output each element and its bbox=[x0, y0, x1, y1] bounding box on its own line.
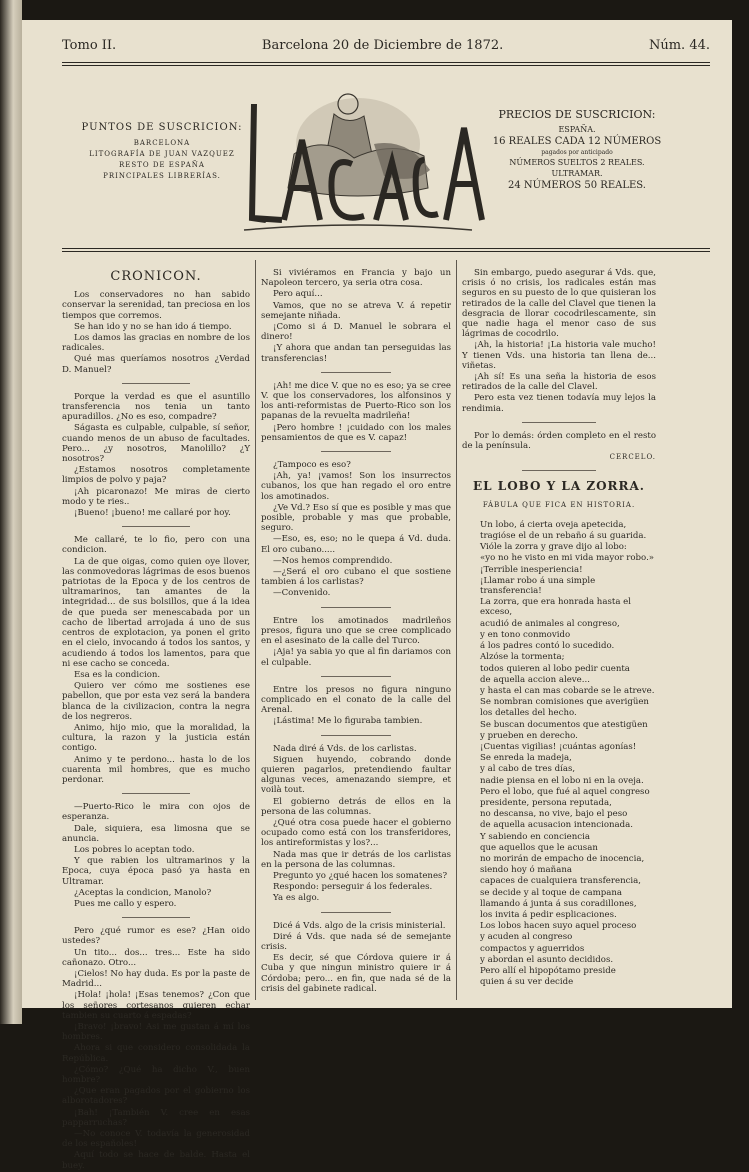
paragraph: Qué mas queríamos nosotros ¿Verdad D. Manuel? bbox=[62, 354, 250, 375]
column-rule bbox=[456, 260, 457, 1000]
poem-line: que aquellos que le acusan bbox=[480, 842, 598, 853]
paragraph: Esa es la condicion. bbox=[74, 669, 161, 680]
paragraph: ¡Pero hombre ! ¡cuidado con los males pensamientos de que es V. capaz! bbox=[261, 422, 451, 443]
poem-line: á los padres contó lo sucedido. bbox=[480, 641, 615, 652]
paragraph: ¡Ah, la historia! ¡La historia vale mucho! Y tienen Vds. una historia tan llena de... viñetas. bbox=[462, 340, 656, 371]
poem-line: y acuden al congreso bbox=[480, 932, 573, 943]
header-rule-2 bbox=[62, 65, 710, 66]
section-divider bbox=[321, 735, 391, 736]
paragraph: Pues me callo y espero. bbox=[74, 898, 177, 909]
paragraph: El gobierno detrás de ellos en la persona de las columnas. bbox=[261, 796, 451, 817]
paragraph: ¡Cielos! No hay duda. Es por la paste de Madrid... bbox=[62, 968, 250, 990]
precios-title: PRECIOS DE SUSCRICION: bbox=[498, 108, 656, 121]
paragraph: Vamos, que no se atreva V. á repetir semejante niñada. bbox=[261, 300, 451, 321]
precios-line: 24 NÚMEROS 50 REALES. bbox=[508, 180, 646, 191]
poem-line: Se buscan documentos que atestigüen bbox=[480, 719, 648, 730]
paragraph: Dicé á Vds. algo de la crisis ministerial. bbox=[273, 920, 446, 931]
puntos-title: PUNTOS DE SUSCRICION: bbox=[81, 122, 243, 133]
precios-line: 16 REALES CADA 12 NÚMEROS bbox=[492, 136, 662, 147]
paragraph: —Convenido. bbox=[273, 588, 331, 599]
paragraph: Siguen huyendo, cobrando donde quieren pagarlos, pretendiendo faultar algunas veces, amenazando siempre, et voilà tout. bbox=[261, 754, 451, 796]
paragraph: Me callaré, te lo fio, pero con una condicion. bbox=[62, 535, 250, 556]
paragraph: ¿Qué otra cosa puede hacer el gobierno ocupado como está con los transferidores, los antireformistas y los?... bbox=[261, 817, 451, 849]
paragraph: Animo, hijo mio, que la moralidad, la cultura, la razon y la justicia están contigo. bbox=[62, 722, 250, 754]
poem-line: los detalles del hecho. bbox=[480, 708, 577, 719]
paragraph: Animo y te perdono... hasta lo de los cuarenta mil hombres, que es mucho perdonar. bbox=[62, 754, 250, 785]
paragraph: Se han ido y no se han ido á tiempo. bbox=[74, 321, 232, 332]
precios-line: NÚMEROS SUELTOS 2 REALES. bbox=[509, 158, 645, 167]
poem-line: Vióle la zorra y grave dijo al lobo: bbox=[480, 542, 627, 553]
paragraph: Pero aquí... bbox=[273, 289, 323, 300]
paragraph: Y que rabien los ultramarinos y la Epoca, cuya época pasó ya hasta en Ultramar. bbox=[62, 856, 250, 887]
section-divider bbox=[122, 383, 190, 384]
poem-line: ¡Llamar robo á una simple transferencia! bbox=[480, 575, 596, 597]
column-3 bbox=[462, 268, 656, 988]
masthead-illustration bbox=[224, 84, 492, 242]
section-divider bbox=[321, 451, 391, 452]
paragraph: ¿Cómo? ¿Qué ha dicho V., buen hombre? bbox=[62, 1064, 250, 1086]
issue-number: Núm. 44. bbox=[648, 38, 710, 53]
paragraph: Un tito... dos... tres... Este ha sido cañonazo. Otro... bbox=[62, 947, 250, 968]
poem-line: de aquella accion aleve... bbox=[480, 674, 590, 685]
paragraph: —Puerto-Rico le mira con ojos de esperanza. bbox=[62, 802, 250, 823]
poem-line: y al cabo de tres días, bbox=[480, 764, 576, 775]
poem-line: Se enreda la madeja, bbox=[480, 753, 572, 764]
paragraph: Diré á Vds. que nada sé de semejante crisis. bbox=[261, 931, 451, 952]
volume-label: Tomo II. bbox=[62, 38, 117, 53]
section-divider bbox=[321, 676, 391, 677]
paragraph: Quiero ver cómo me sostienes ese pabellon, que por esta vez será la bandera blanca de la civilizacion, contra la negra de los negreros. bbox=[62, 681, 250, 722]
poem-line: Se nombran comisiones que averigüen bbox=[480, 697, 649, 708]
paragraph: ¡Bah! ¡También V. cree en esas papparruchas? bbox=[62, 1107, 250, 1128]
section-divider bbox=[522, 422, 596, 423]
section-divider bbox=[321, 372, 391, 373]
column-1 bbox=[62, 268, 250, 1172]
paragraph: Nada diré á Vds. de los carlistas. bbox=[273, 743, 417, 754]
poem-line: La zorra, que era honrada hasta el exceso, bbox=[480, 597, 632, 618]
masthead-rule bbox=[62, 248, 710, 249]
section-title-cronicon: CRONICON. bbox=[110, 269, 202, 284]
poem-line: se decide y al toque de campana bbox=[480, 887, 623, 898]
poem-line: y hasta el can mas cobarde se le atreve. bbox=[480, 685, 655, 696]
subscription-prices bbox=[492, 108, 662, 193]
poem-line: Pero el lobo, que fué al aquel congreso bbox=[480, 786, 650, 797]
paragraph: Nada mas que ir detrás de los carlistas en la persona de las columnas. bbox=[261, 849, 451, 870]
poem-line: nadie piensa en el lobo ni en la oveja. bbox=[480, 775, 644, 786]
poem-line: ¡Cuentas vigilias! ¡cuántas agonías! bbox=[480, 741, 637, 752]
paragraph: Ahora si que considero consolidada la República. bbox=[62, 1043, 250, 1064]
poem-line: compactos y aguerridos bbox=[480, 943, 585, 954]
paragraph: Entre los presos no figura ninguno complicado en el conato de la calle del Arenal. bbox=[261, 684, 451, 716]
precios-line: pagados por anticipado bbox=[541, 149, 613, 156]
section-divider bbox=[522, 470, 596, 471]
poem-line: de aquella acusacion intencionada. bbox=[480, 820, 634, 831]
paragraph: ¡Lástima! Me lo figuraba tambien. bbox=[273, 716, 423, 727]
paragraph: Si viviéramos en Francia y bajo un Napoleon tercero, ya seria otra cosa. bbox=[261, 268, 451, 289]
masthead-title: LA CAMPANA bbox=[358, 240, 366, 241]
header-line bbox=[62, 38, 710, 60]
paragraph: ¡Aja! ya sabia yo que al fin dariamos con el culpable. bbox=[261, 647, 451, 668]
paragraph: Porque la verdad es que el asuntillo transferencia nos tenia un tanto apuradillos. ¿No es eso, compadre? bbox=[62, 391, 250, 423]
header-rule bbox=[62, 62, 710, 63]
section-divider bbox=[321, 607, 391, 608]
section-divider bbox=[122, 917, 190, 918]
section-divider bbox=[122, 793, 190, 794]
date-place: Barcelona 20 de Diciembre de 1872. bbox=[261, 38, 504, 53]
column-2 bbox=[261, 268, 451, 995]
paragraph: Es decir, sé que Córdova quiere ir á Cuba y que ningun ministro quiere ir á Córdoba; pero... en fin, que nada sé de la crisis del gabinete radical. bbox=[261, 953, 451, 994]
paragraph: —¿Será el oro cubano el que sostiene tambien á los carlistas? bbox=[261, 567, 451, 588]
poem-line: siendo hoy ó mañana bbox=[480, 865, 572, 876]
paragraph: Pero esta vez tienen todavía muy lejos la rendimia. bbox=[462, 393, 656, 414]
poem-line: llamando á junta á sus coradillones, bbox=[480, 898, 637, 909]
poem-line: y abordan el asunto decididos. bbox=[480, 954, 614, 965]
fable-subtitle: FÁBULA QUE FICA EN HISTORIA. bbox=[482, 500, 636, 509]
paragraph: ¿Estamos nosotros completamente limpios de polvo y paja? bbox=[62, 465, 250, 486]
paragraph: Respondo: perseguir á los federales. bbox=[273, 882, 433, 893]
paragraph: —Eso, es, eso; no le quepa á Vd. duda. El oro cubano..... bbox=[261, 534, 451, 555]
poem-line: Un lobo, á cierta oveja apetecida, bbox=[480, 519, 627, 530]
paragraph: ¡Como si á D. Manuel le sobrara el dinero! bbox=[261, 322, 451, 343]
paragraph: Por lo demás: órden completo en el resto de la península. bbox=[462, 430, 656, 452]
poem-line: Pero allí el hipopótamo preside bbox=[480, 965, 616, 976]
paragraph: Los conservadores no han sabido conservar la serenidad, tan preciosa en los tiempos que corremos. bbox=[62, 290, 250, 321]
poem-line: los invita á pedir esplicaciones. bbox=[480, 909, 617, 920]
poem-line: no descansa, no vive, bajo el peso bbox=[480, 809, 628, 820]
poem-line: ¡Terrible inesperiencia! bbox=[480, 564, 583, 575]
paragraph: ¿Aceptas la condicion, Manolo? bbox=[74, 887, 212, 898]
paragraph: Sin embargo, puedo asegurar á Vds. que, crisis ó no crisis, los radicales están mas seguros en su puesto de lo que quisieran los retirados de la calle del Clavel que tienen la desgracia de llorar cocodrilescamente, sin que nadie haga el menor caso de sus lágrimas de cocodrilo. bbox=[462, 268, 656, 340]
poem-line: y prueben en derecho. bbox=[480, 730, 578, 741]
poem-line: presidente, persona reputada, bbox=[480, 797, 612, 808]
paragraph: ¿Que eran pagados por el gobierno los alborotadores? bbox=[62, 1086, 250, 1107]
paragraph: ¿Tampoco es eso? bbox=[273, 460, 351, 471]
puntos-line: PRINCIPALES LIBRERÍAS. bbox=[103, 172, 221, 180]
paragraph: Pero ¿qué rumor es ese? ¿Han oido ustedes? bbox=[62, 926, 250, 947]
paragraph: —Nos hemos comprendido. bbox=[273, 555, 393, 566]
paragraph: Ságasta es culpable, culpable, sí señor, cuando menos de un abuso de facultades. Pero... ¿y nosotros, Manolillo? ¿Y nosotros? bbox=[62, 423, 250, 465]
paragraph: ¡Bueno! ¡bueno! me callaré por hoy. bbox=[74, 508, 231, 519]
masthead-rule-2 bbox=[62, 251, 710, 252]
precios-line: ULTRAMAR. bbox=[551, 169, 603, 178]
section-divider bbox=[321, 912, 391, 913]
paragraph: Los pobres lo aceptan todo. bbox=[74, 844, 195, 855]
scan-edge bbox=[0, 0, 22, 1024]
paragraph: ¡Hola! ¡hola! ¡Esas tenemos? ¿Con que los señores cortesanos quieren echar tambien su cuarto á espadas? bbox=[62, 990, 250, 1021]
poem-line: no morirán de empacho de inocencia, bbox=[480, 853, 645, 864]
paragraph: ¡Ah picaronazo! Me miras de cierto modo y te ries.. bbox=[62, 486, 250, 507]
poem-line: «yo no he visto en mi vida mayor robo.» bbox=[480, 553, 655, 564]
paragraph: La de que oigas, como quien oye llover, las conmovedoras lágrimas de esos buenos patriotas de la Epoca y de los centros de ultramarinos, tan amantes de la integridad... de sus bolsillos, que á la idea de que pueda ser menescabada por un cacho de libertad arrojada á uno de sus centros de explotacion, ya ponen el grito en el cielo, invocando á todos los santos, y acudiendo á todos los lamentos, para que ni ese cacho se conceda. bbox=[62, 556, 250, 669]
poem-line: Y sabiendo en conciencia bbox=[480, 831, 590, 842]
poem-line: Los lobos hacen suyo aquel proceso bbox=[480, 921, 637, 932]
paragraph: ¿Ve Vd.? Eso sí que es posible y mas que posible, probable y mas que probable, seguro. bbox=[261, 502, 451, 534]
poem-line: tragióse el de un rebaño á su guarida. bbox=[480, 531, 647, 542]
paragraph: Pregunto yo ¿qué hacen los somatenes? bbox=[273, 870, 448, 881]
paragraph: ¡Y ahora que andan tan perseguidas las transferencias! bbox=[261, 343, 451, 364]
paragraph: Dale, siquiera, esa limosna que se anuncia. bbox=[62, 823, 250, 844]
signature: CERCELO. bbox=[609, 453, 656, 462]
poem-line: capaces de cualquiera transferencia, bbox=[480, 876, 642, 887]
paragraph: Los damos las gracias en nombre de los radicales. bbox=[62, 333, 250, 354]
fable-title: EL LOBO Y LA ZORRA. bbox=[473, 479, 645, 494]
poem-line: quien á su ver decide bbox=[480, 977, 574, 988]
poem-line: acudió de animales al congreso, bbox=[480, 618, 620, 629]
paragraph: ¡Ah, ya! ¡vamos! Son los insurrectos cubanos, los que han regado el oro entre los amotinados. bbox=[261, 471, 451, 502]
puntos-line: BARCELONA bbox=[133, 139, 191, 147]
poem-line: y en tono conmovido bbox=[480, 629, 571, 640]
newspaper-page bbox=[22, 20, 732, 1171]
column-rule bbox=[255, 260, 256, 1000]
section-divider bbox=[122, 526, 190, 527]
poem-line: todos quieren al lobo pedir cuenta bbox=[480, 663, 630, 674]
paragraph: Aquí todo se hace de balde. Hasta el buey. bbox=[62, 1150, 250, 1171]
puntos-line: LITOGRAFÍA DE JUAN VAZQUEZ bbox=[89, 150, 235, 158]
poem-line: Alzóse la tormenta; bbox=[480, 652, 565, 663]
paragraph: ¡Ah sí! Es una seña la historia de esos retirados de la calle del Clavel. bbox=[462, 372, 656, 393]
puntos-line: RESTO DE ESPAÑA bbox=[119, 161, 205, 169]
paragraph: Ya es algo. bbox=[273, 893, 320, 904]
precios-line: ESPAÑA. bbox=[558, 125, 596, 134]
paragraph: ¡Bravo! ¡bravo! Asi me gustan á mí los hombres. bbox=[62, 1022, 250, 1043]
paragraph: Entre los amotinados madrileños presos, figura uno que se cree complicado en el asesinato de la calle del Turco. bbox=[261, 615, 451, 647]
paragraph: —No conoce V. todavía la generosidad de los españoles! bbox=[62, 1129, 250, 1150]
paragraph: ¡Ah! me dice V. que no es eso; ya se cree V. que los conservadores, los alfonsinos y los anti-reformistas de Puerto-Rico son los papanas de la revuelta madrileña! bbox=[261, 380, 451, 422]
